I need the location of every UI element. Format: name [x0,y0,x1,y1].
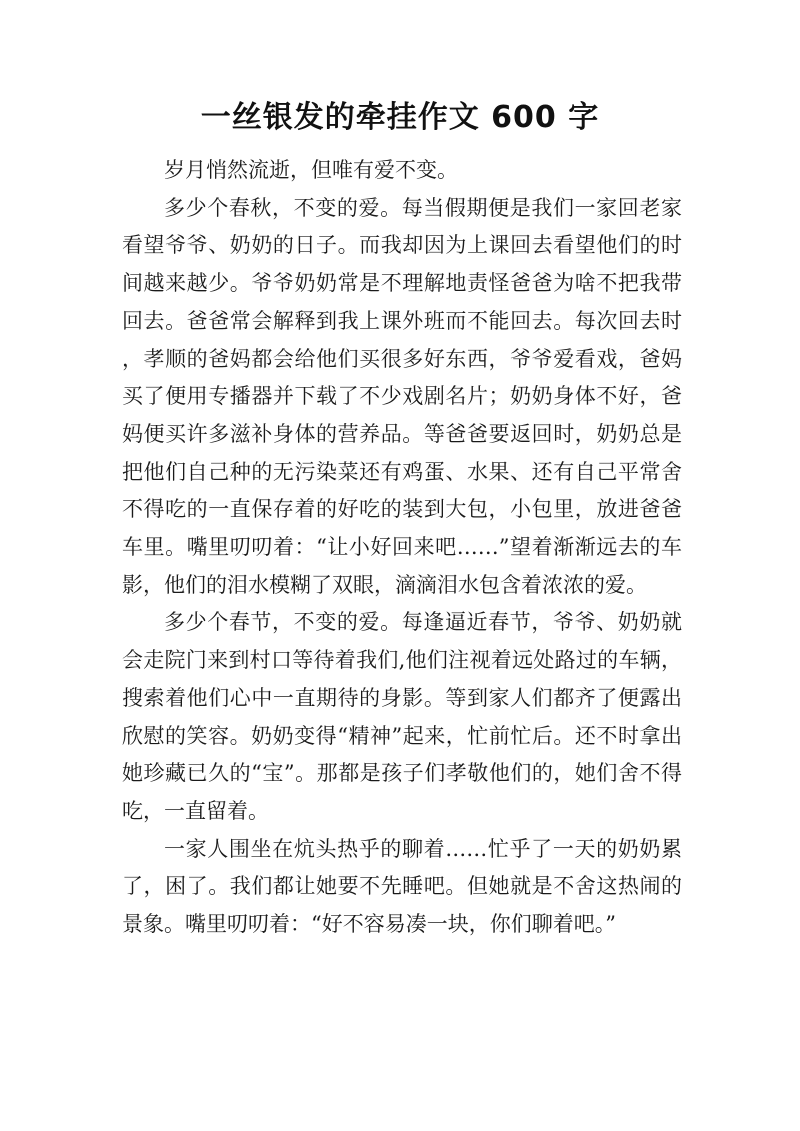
document-title: 一丝银发的牵挂作文 600 字 [200,100,600,135]
document-body [122,152,682,944]
paragraph: 一家人围坐在炕头热乎的聊着……忙乎了一天的奶奶累了，困了。我们都让她要不先睡吧。但她就是不舍这热闹的景象。嘴里叨叨着：“好不容易凑一块，你们聊着吧。” [122,836,682,937]
paragraph: 多少个春节，不变的爱。每逢逼近春节，爷爷、奶奶就会走院门来到村口等待着我们,他们注视着远处路过的车辆，搜索着他们心中一直期待的身影。等到家人们都齐了便露出欣慰的笑容。奶奶变得“精神”起来，忙前忙后。还不时拿出她珍藏已久的“宝”。那都是孩子们孝敬他们的，她们舍不得吃，一直留着。 [122,610,682,823]
paragraph: 岁月悄然流逝，但唯有爱不变。 [164,158,458,182]
paragraph: 多少个春秋，不变的爱。每当假期便是我们一家回老家看望爷爷、奶奶的日子。而我却因为上课回去看望他们的时间越来越少。爷爷奶奶常是不理解地责怪爸爸为啥不把我带回去。爸爸常会解释到我上课外班而不能回去。每次回去时，孝顺的爸妈都会给他们买很多好东西，爷爷爱看戏，爸妈买了便用专播器并下载了不少戏剧名片；奶奶身体不好，爸妈便买许多滋补身体的营养品。等爸爸要返回时，奶奶总是把他们自己种的无污染菜还有鸡蛋、水果、还有自己平常舍不得吃的一直保存着的好吃的装到大包，小包里，放进爸爸车里。嘴里叨叨着：“让小好回来吧……”望着渐渐远去的车影，他们的泪水模糊了双眼，滴滴泪水包含着浓浓的爱。 [122,195,682,597]
